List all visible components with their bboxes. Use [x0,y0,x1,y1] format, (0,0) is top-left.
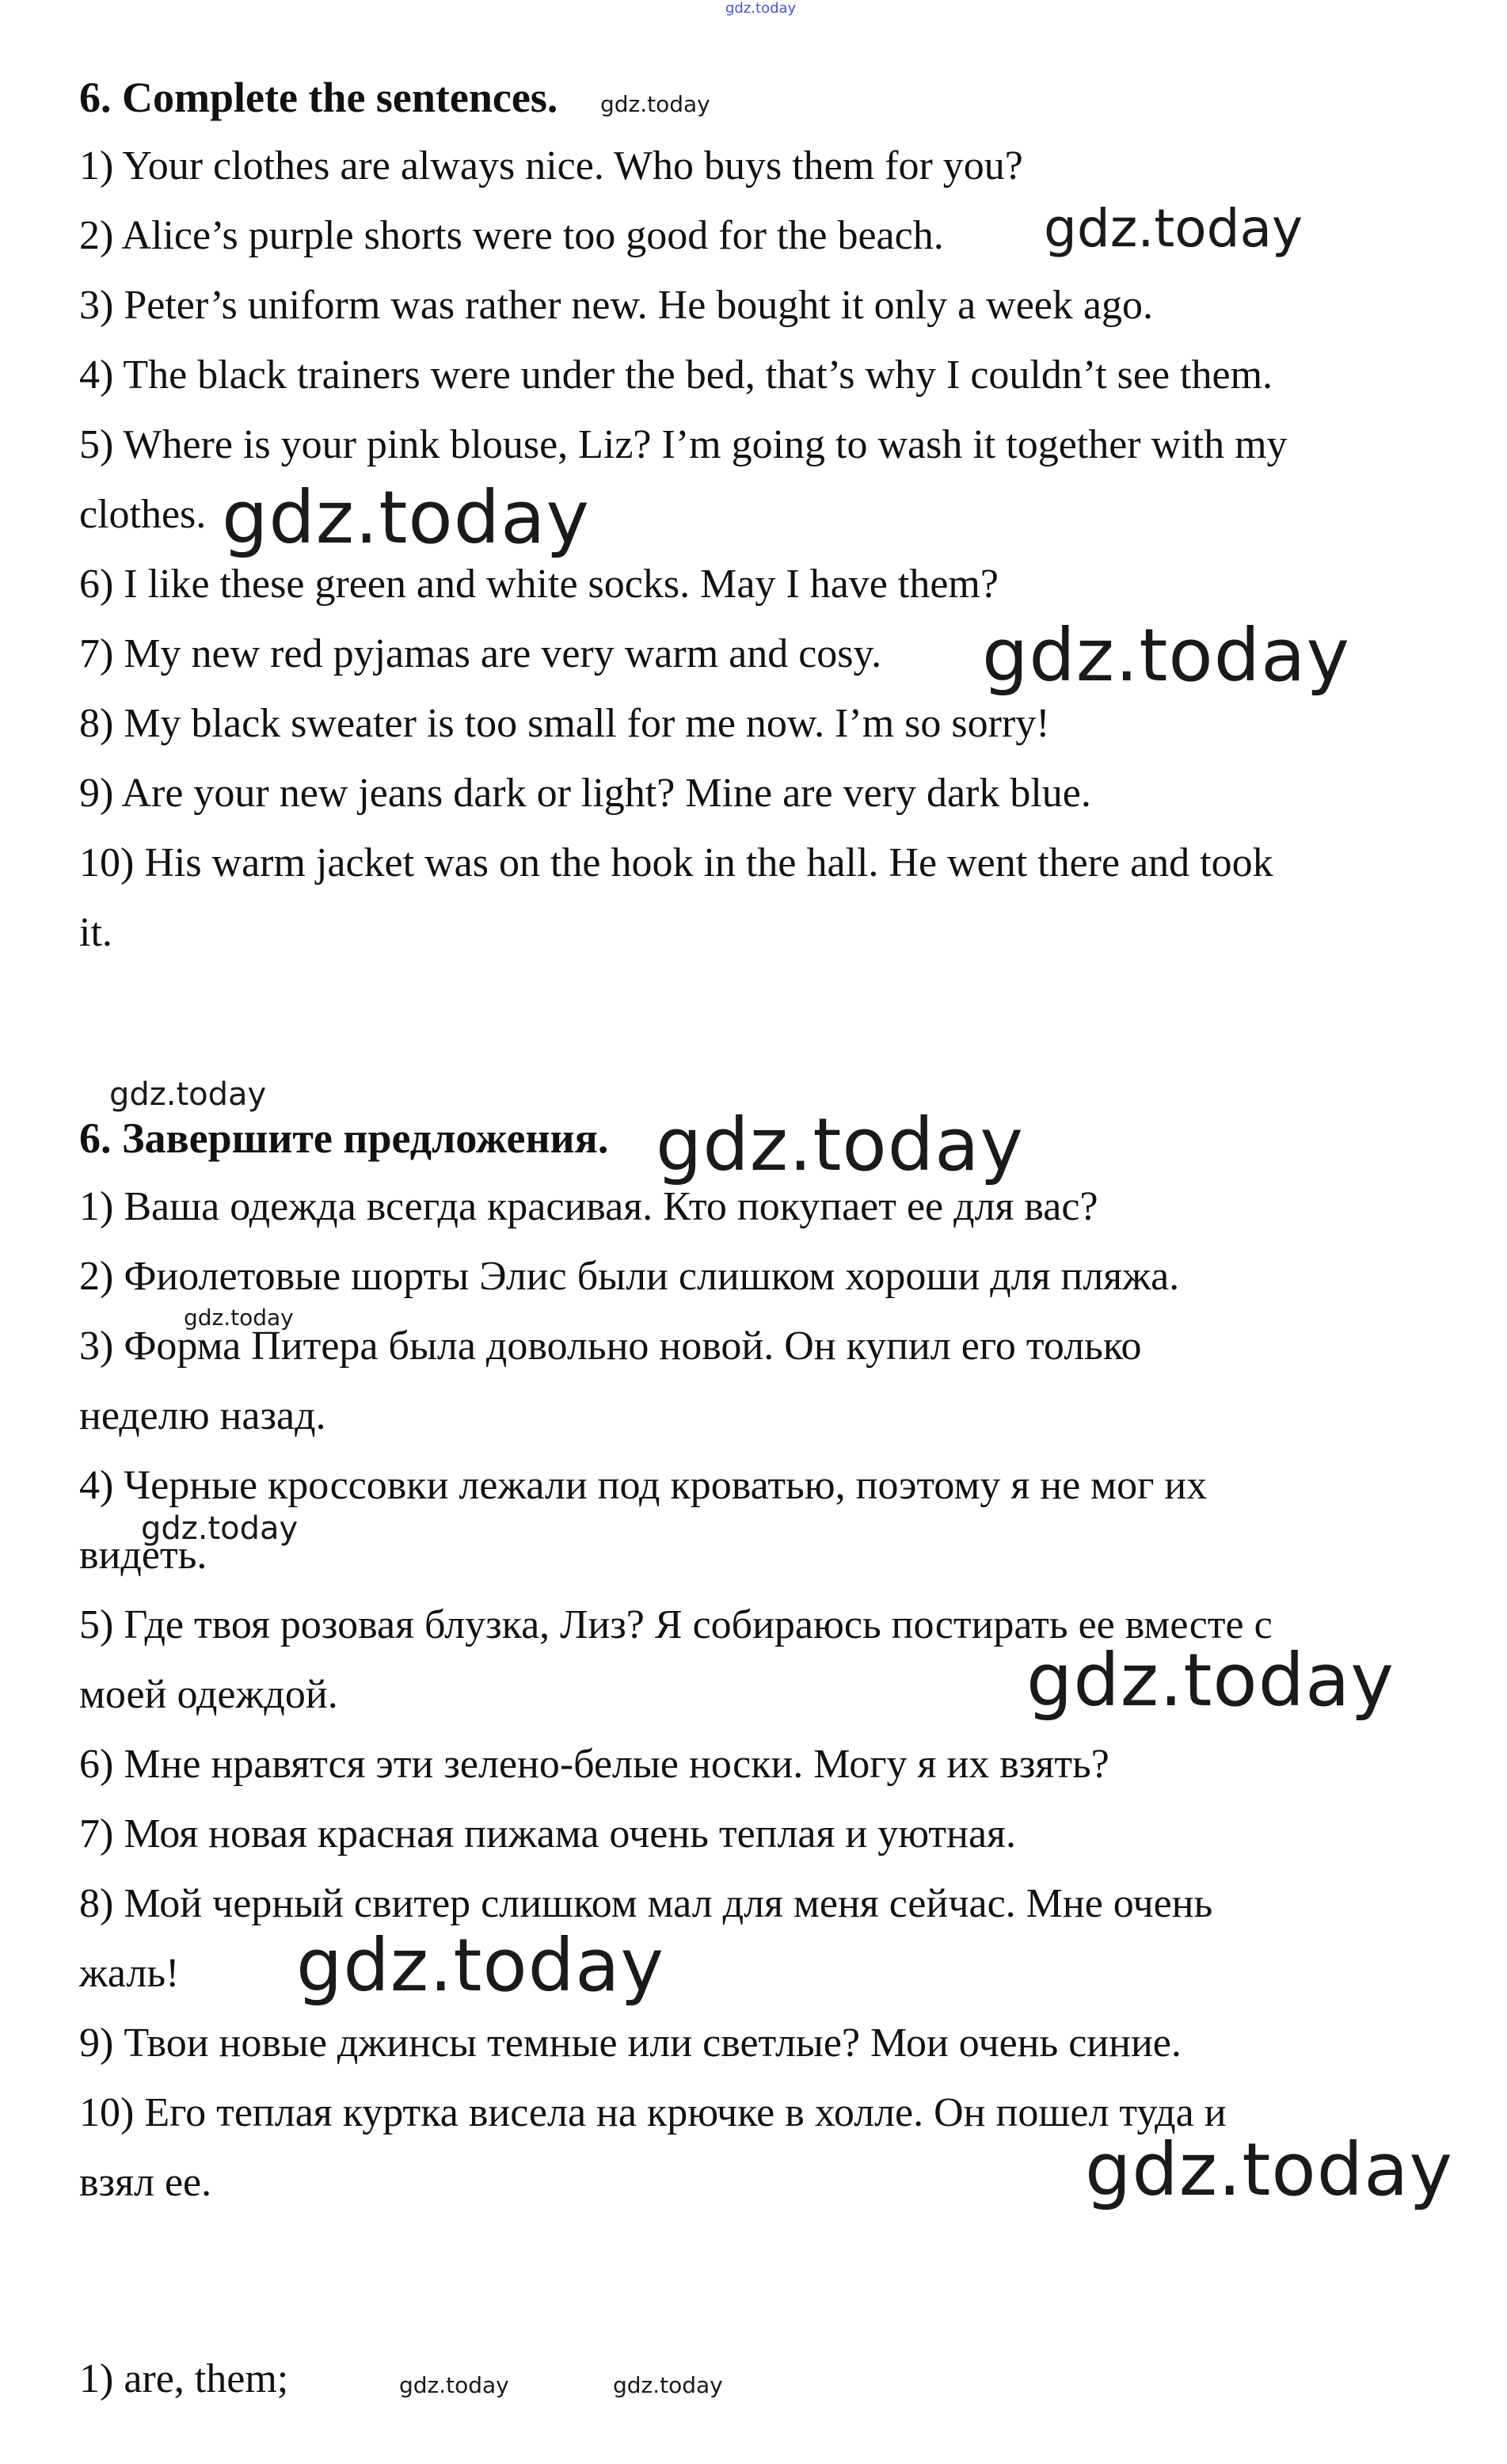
watermark-top: gdz.today [725,0,797,17]
russian-line-3-cont: неделю назад. [79,1393,326,1438]
english-line-6: 6) I like these green and white socks. May I have them? [79,562,999,607]
english-line-8: 8) My black sweater is too small for me now. I’m so sorry! [79,701,1050,746]
english-line-3: 3) Peter’s uniform was rather new. He bought it only a week ago. [79,283,1153,328]
english-line-5: 5) Where is your pink blouse, Liz? I’m going to wash it together with my [79,422,1288,467]
english-line-5-cont: clothes. [79,492,207,537]
watermark: gdz.today [109,1076,267,1113]
english-line-4: 4) The black trainers were under the bed, that’s why I couldn’t see them. [79,352,1273,398]
english-line-9: 9) Are your new jeans dark or light? Mine are very dark blue. [79,771,1091,816]
russian-line-7: 7) Моя новая красная пижама очень теплая и уютная. [79,1811,1016,1857]
watermark: gdz.today [1044,198,1303,259]
russian-line-1: 1) Ваша одежда всегда красивая. Кто покупает ее для вас? [79,1184,1098,1229]
watermark: gdz.today [656,1103,1024,1187]
russian-line-8: 8) Мой черный свитер слишком мал для меня сейчас. Мне очень [79,1881,1213,1926]
russian-line-3: 3) Форма Питера была довольно новой. Он купил его только [79,1323,1142,1369]
watermark: gdz.today [222,475,590,560]
russian-line-5-cont: моей одеждой. [79,1672,338,1717]
watermark: gdz.today [141,1510,299,1547]
watermark: gdz.today [613,2372,723,2398]
answer-line-1: 1) are, them; [79,2356,289,2401]
russian-line-4: 4) Черные кроссовки лежали под кроватью, поэтому я не мог их [79,1463,1208,1508]
russian-line-10-cont: взял ее. [79,2160,212,2205]
russian-line-5: 5) Где твоя розовая блузка, Лиз? Я собираюсь постирать ее вместе с [79,1602,1273,1647]
russian-line-6: 6) Мне нравятся эти зелено-белые носки. Могу я их взять? [79,1742,1109,1787]
english-heading: 6. Complete the sentences. [79,74,558,121]
english-line-10: 10) His warm jacket was on the hook in the hall. He went there and took [79,840,1273,885]
russian-line-8-cont: жаль! [79,1951,180,1996]
russian-line-2: 2) Фиолетовые шорты Элис были слишком хороши для пляжа. [79,1254,1180,1299]
watermark: gdz.today [1085,2127,1453,2212]
watermark: gdz.today [1026,1638,1395,1723]
english-line-2: 2) Alice’s purple shorts were too good for the beach. [79,213,944,258]
russian-line-9: 9) Твои новые джинсы темные или светлые? Мои очень синие. [79,2020,1182,2066]
watermark: gdz.today [399,2372,509,2398]
watermark: gdz.today [296,1923,664,2008]
english-line-7: 7) My new red pyjamas are very warm and cosy. [79,631,882,676]
watermark: gdz.today [982,613,1350,698]
watermark: gdz.today [184,1304,294,1331]
russian-heading: 6. Завершите предложения. [79,1114,609,1162]
russian-line-10: 10) Его теплая куртка висела на крючке в холле. Он пошел туда и [79,2090,1227,2135]
russian-line-4-cont: видеть. [79,1533,207,1578]
english-line-1: 1) Your clothes are always nice. Who buys them for you? [79,143,1023,189]
english-line-10-cont: it. [79,910,112,955]
watermark: gdz.today [600,91,710,117]
